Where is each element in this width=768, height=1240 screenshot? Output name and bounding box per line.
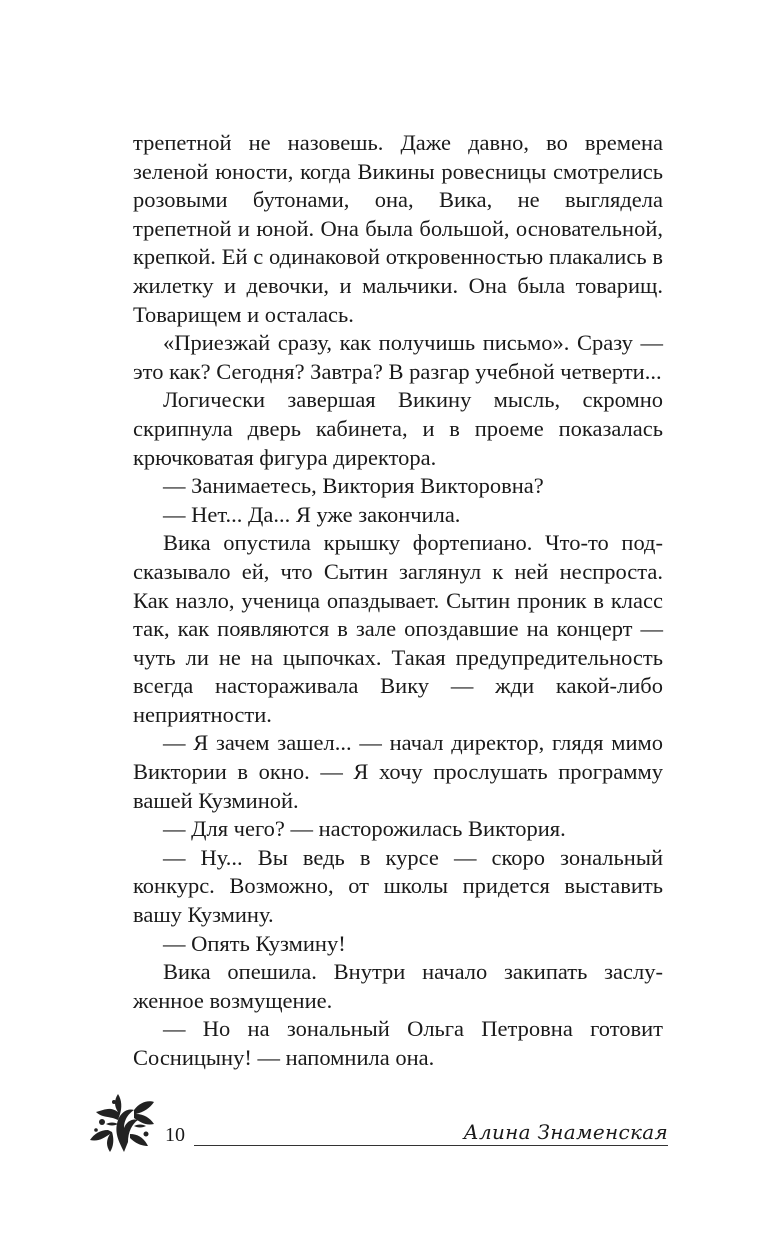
author-name: Алина Знаменская [463,1120,668,1144]
dialogue-line: — Ну... Вы ведь в курсе — скоро зональный конкурс. Возможно, от школы придется выставить вашу Кузмину. [133,844,663,928]
paragraph: Вика опустила крышку фортепиано. Что-то подсказывало ей, что Сытин заглянул к ней неспроста. Как назло, ученица опаздывает. Сытин проник в класс так, как появляются в зале опоздавшие на концерт — чуть ли не на цыпочках. Такая предупредительность всегда настораживала Вику — жди какой-либо неприятности. [133,530,663,727]
dialogue-line: — Занимаетесь, Виктория Викторовна? [163,473,544,499]
page-number: 10 [165,1124,185,1146]
paragraph: Логически завершая Викину мысль, скромно скрипнула дверь кабинета, и в проеме показалась крючковатая фигура директора. [133,387,663,470]
paragraph: Вика опешила. Внутри начало закипать заслуженное возмущение. [133,959,663,1013]
paragraph: «Приезжай сразу, как получишь письмо». Сразу — это как? Сегодня? Завтра? В разгар учебной четверти... [133,330,663,384]
paragraph: трепетной не назовешь. Даже давно, во времена зеленой юности, когда Викины ровесницы смотрелись розовыми бутонами, она, Вика, не выглядела трепетной и юной. Она была большой, основательной, крепкой. Ей с одинаковой откровенностью плакались в жилетку и девочки, и мальчики. Она была товарищ. Товарищем и осталась. [133,130,663,327]
footer-rule [194,1145,668,1146]
page-footer [88,1090,668,1160]
dialogue-line: — Для чего? — насторожилась Виктория. [163,816,566,842]
dialogue-line: — Нет... Да... Я уже закончила. [163,501,461,527]
body-text [133,129,663,1073]
dialogue-line: — Но на зональный Ольга Петровна готовит Сосницыну! — напомнила она. [133,1016,663,1070]
dialogue-line: — Опять Кузмину! [163,930,346,956]
floral-ornament-icon [88,1090,160,1156]
dialogue-line: — Я зачем зашел... — начал директор, глядя мимо Виктории в окно. — Я хочу прослушать программу вашей Кузминой. [133,730,663,813]
